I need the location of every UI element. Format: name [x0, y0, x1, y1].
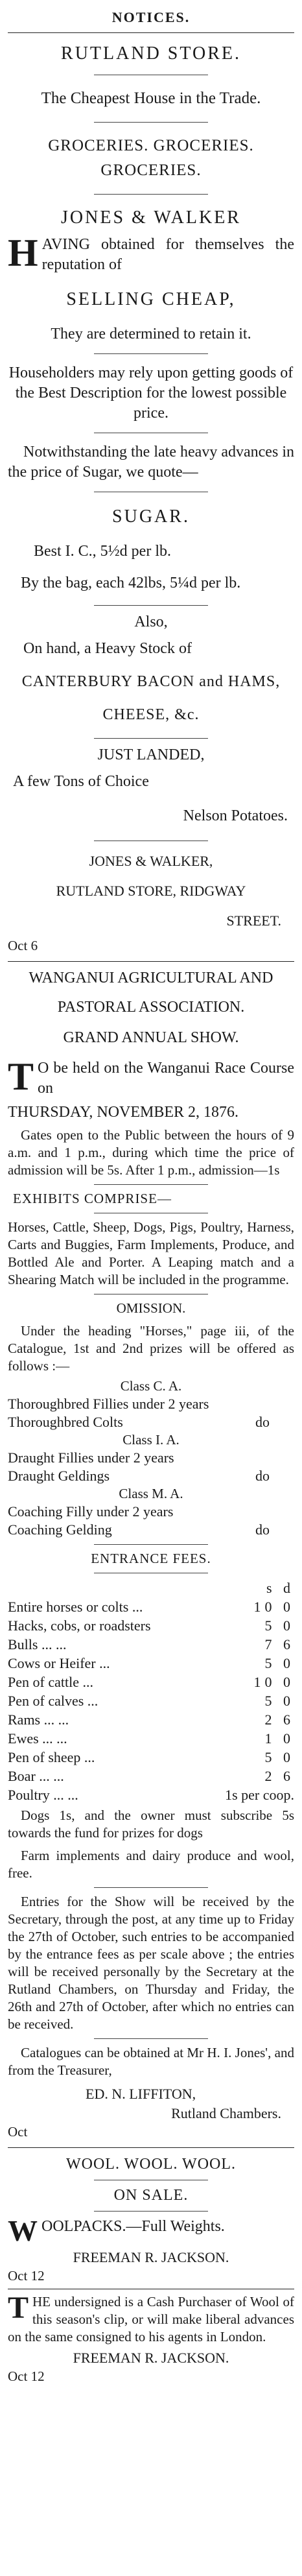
- few-tons-line: A few Tons of Choice: [13, 773, 149, 790]
- class-ia-label: Draught Geldings: [8, 1468, 110, 1484]
- gates-paragraph: Gates open to the Public between the hours of 9 a.m. and 1 p.m., during which time the price of admission will be 5s. After 1 p.m., admission—1s: [8, 1127, 294, 1178]
- fee-item: Pen of sheep ...: [8, 1749, 95, 1765]
- fee-row: [8, 1616, 294, 1635]
- signature-place: Rutland Chambers.: [171, 2105, 281, 2121]
- drop-cap: W: [8, 2217, 38, 2244]
- canterbury-line: CANTERBURY BACON and HAMS,: [21, 673, 281, 690]
- class-ca-row: [8, 1395, 294, 1413]
- exhibits-paragraph: Horses, Cattle, Sheep, Dogs, Pigs, Poultry, Harness, Carts and Buggies, Farm Implements, Produce, and Bottled Ale and Porter. A Leaping match and a Shearing Match will be included in the programme.: [8, 1219, 294, 1287]
- fee-amount: 10 0: [253, 1599, 294, 1615]
- omission-paragraph: Under the heading "Horses," page iii, of the Catalogue, 1st and 2nd prizes will be offered as follows :—: [8, 1323, 294, 1374]
- fees-rows: [8, 1597, 294, 1804]
- selling-cheap: SELLING CHEAP,: [66, 289, 236, 309]
- cash-paragraph: [8, 2293, 294, 2346]
- nelson-line: Nelson Potatoes.: [183, 807, 288, 824]
- fee-amount: 1s per coop.: [225, 1787, 294, 1803]
- class-ia-note: [255, 1449, 294, 1467]
- divider: [94, 605, 209, 606]
- class-ia-row: [8, 1449, 294, 1467]
- divider: [8, 961, 294, 962]
- cash-text: HE undersigned is a Cash Purchaser of Wool of this season's clip, or will make liberal advances on the same consigned to his agents in London.: [8, 2294, 294, 2344]
- fees-table: [8, 1579, 294, 1804]
- signature-name: FREEMAN R. JACKSON.: [73, 2350, 229, 2366]
- divider: [94, 1184, 209, 1185]
- to-be-held-paragraph: [8, 1058, 294, 1099]
- class-ca-row: [8, 1413, 294, 1431]
- signature-name: ED. N. LIFFITON,: [86, 2086, 196, 2102]
- fee-row: [8, 1748, 294, 1767]
- fee-amount: 2 6: [264, 1711, 294, 1728]
- fee-item: Pen of cattle ...: [8, 1674, 93, 1690]
- signature-address: RUTLAND STORE, RIDGWAY: [56, 883, 246, 899]
- class-ia-row: [8, 1467, 294, 1485]
- class-ma-label: Coaching Filly under 2 years: [8, 1503, 174, 1520]
- fee-item: Hacks, cobs, or roadsters: [8, 1617, 151, 1634]
- just-landed: JUST LANDED,: [97, 746, 205, 763]
- class-ma-list: [8, 1503, 294, 1539]
- agricultural-show-advert: [8, 968, 294, 2141]
- divider: [94, 194, 209, 195]
- groceries-line: GROCERIES.: [100, 161, 202, 179]
- firm-name: JONES & WALKER: [61, 208, 241, 228]
- to-be-held-text: O be held on the Wanganui Race Course on: [38, 1060, 294, 1097]
- groceries-line: GROCERIES. GROCERIES.: [48, 137, 254, 154]
- class-ma-row: [8, 1503, 294, 1521]
- having-paragraph: [8, 235, 294, 275]
- association-title: WANGANUI AGRICULTURAL AND: [29, 970, 273, 986]
- fees-column-header: s d: [266, 1580, 294, 1596]
- fee-amount: 5 0: [264, 1617, 294, 1634]
- woolpacks-text: OOLPACKS.—Full Weights.: [41, 2218, 225, 2235]
- store-title: RUTLAND STORE.: [61, 43, 241, 64]
- fee-row: [8, 1710, 294, 1729]
- rutland-store-advert: [8, 43, 294, 955]
- class-ca-label: Thoroughbred Fillies under 2 years: [8, 1396, 209, 1412]
- association-title: PASTORAL ASSOCIATION.: [57, 999, 245, 1016]
- dogs-paragraph: Dogs 1s, and the owner must subscribe 5s towards the fund for prizes for dogs: [8, 1807, 294, 1841]
- divider: [94, 738, 209, 739]
- price-line: By the bag, each 42lbs, 5¼d per lb.: [21, 575, 241, 591]
- class-ca-label: Thoroughbred Colts: [8, 1414, 123, 1430]
- show-title: GRAND ANNUAL SHOW.: [63, 1029, 239, 1046]
- class-heading: Class I. A.: [122, 1432, 180, 1448]
- determined-line: They are determined to retain it.: [51, 326, 251, 342]
- cheapest-line: The Cheapest House in the Trade.: [41, 89, 261, 107]
- fee-amount: 5 0: [264, 1655, 294, 1671]
- fee-item: Poultry ... ...: [8, 1787, 78, 1803]
- fees-header-row: [8, 1579, 294, 1597]
- fee-row: [8, 1654, 294, 1673]
- class-ca-list: [8, 1395, 294, 1431]
- fee-row: [8, 1635, 294, 1654]
- exhibits-heading: EXHIBITS COMPRISE—: [13, 1191, 172, 1206]
- show-date: THURSDAY, NOVEMBER 2, 1876.: [8, 1104, 239, 1121]
- fee-item: Rams ... ...: [8, 1711, 69, 1728]
- omission-heading: OMISSION.: [116, 1300, 186, 1316]
- on-hand-line: On hand, a Heavy Stock of: [23, 640, 192, 657]
- fee-item: Pen of calves ...: [8, 1693, 99, 1709]
- divider: [94, 1544, 209, 1545]
- advert-date: Oct 6: [8, 938, 38, 953]
- also-line: Also,: [134, 614, 168, 630]
- wool-advert: [8, 2154, 294, 2285]
- fee-amount: 7 6: [264, 1636, 294, 1652]
- divider: [8, 32, 294, 33]
- advert-date: Oct: [8, 2124, 28, 2140]
- fee-row: [8, 1767, 294, 1785]
- notices-header: NOTICES.: [111, 9, 191, 25]
- class-ia-note: do: [255, 1468, 270, 1484]
- signature-street: STREET.: [226, 912, 281, 929]
- advert-date: Oct 12: [8, 2368, 45, 2384]
- divider: [8, 2147, 294, 2148]
- drop-cap: T: [8, 1058, 34, 1098]
- class-ca-note: [255, 1395, 294, 1413]
- farm-implements-paragraph: Farm implements and dairy produce and wool, free.: [8, 1848, 294, 1881]
- class-ca-note: do: [255, 1414, 270, 1430]
- fee-row: [8, 1597, 294, 1616]
- class-heading: Class C. A.: [120, 1378, 182, 1394]
- woolpacks-paragraph: [8, 2217, 294, 2244]
- class-ia-list: [8, 1449, 294, 1485]
- signature-firm: JONES & WALKER,: [89, 853, 213, 869]
- fee-item: Cows or Heifer ...: [8, 1655, 110, 1671]
- class-heading: Class M. A.: [119, 1486, 183, 1501]
- drop-cap: H: [8, 235, 38, 274]
- divider: [94, 353, 209, 354]
- class-ia-label: Draught Fillies under 2 years: [8, 1449, 174, 1466]
- price-line: Best I. C., 5½d per lb.: [34, 543, 171, 560]
- advert-date: Oct 12: [8, 2268, 45, 2284]
- divider: [94, 2211, 209, 2212]
- catalogues-paragraph: Catalogues can be obtained at Mr H. I. Jones', and from the Treasurer,: [8, 2045, 294, 2078]
- on-sale: ON SALE.: [113, 2187, 189, 2204]
- fee-row: [8, 1785, 294, 1804]
- householders-paragraph: Householders may rely upon getting goods of the Best Description for the lowest possible price.: [8, 364, 294, 422]
- fee-amount: 2 6: [264, 1768, 294, 1784]
- notwithstanding-paragraph: Notwithstanding the late heavy advances in the price of Sugar, we quote—: [8, 444, 294, 481]
- fee-amount: 1 0: [264, 1730, 294, 1747]
- fee-amount: 10 0: [253, 1674, 294, 1690]
- class-ma-row: [8, 1521, 294, 1539]
- divider: [94, 2038, 209, 2039]
- divider: [94, 122, 209, 123]
- sugar-heading: SUGAR.: [112, 507, 190, 527]
- class-ma-label: Coaching Gelding: [8, 1521, 112, 1538]
- fee-amount: 5 0: [264, 1693, 294, 1709]
- class-ma-note: [255, 1503, 294, 1521]
- entrance-fees-heading: ENTRANCE FEES.: [91, 1551, 211, 1566]
- class-ma-note: do: [255, 1521, 270, 1538]
- fee-row: [8, 1729, 294, 1748]
- fee-row: [8, 1673, 294, 1691]
- divider: [94, 1887, 209, 1888]
- fee-item: Entire horses or colts ...: [8, 1599, 143, 1615]
- entries-paragraph: Entries for the Show will be received by the Secretary, through the post, at any time up to Friday the 27th of October, such entries to be accompanied by the entrance fees as per scale above ; the entries will be received personally by the Secretary at the Rutland Chambers, on Thursday and Friday, the 26th and 27th of October, after which no entries can be received.: [8, 1894, 294, 2032]
- fee-row: [8, 1691, 294, 1710]
- wool-title: WOOL. WOOL. WOOL.: [65, 2156, 237, 2173]
- cheese-line: CHEESE, &c.: [102, 706, 200, 723]
- fee-amount: 5 0: [264, 1749, 294, 1765]
- drop-cap: T: [8, 2293, 29, 2325]
- cash-purchaser-advert: [8, 2293, 294, 2385]
- fee-item: Bulls ... ...: [8, 1636, 67, 1652]
- fee-item: Ewes ... ...: [8, 1730, 67, 1747]
- having-text: AVING obtained for themselves the reputation of: [41, 236, 294, 273]
- signature-name: FREEMAN R. JACKSON.: [73, 2249, 229, 2265]
- fee-item: Boar ... ...: [8, 1768, 64, 1784]
